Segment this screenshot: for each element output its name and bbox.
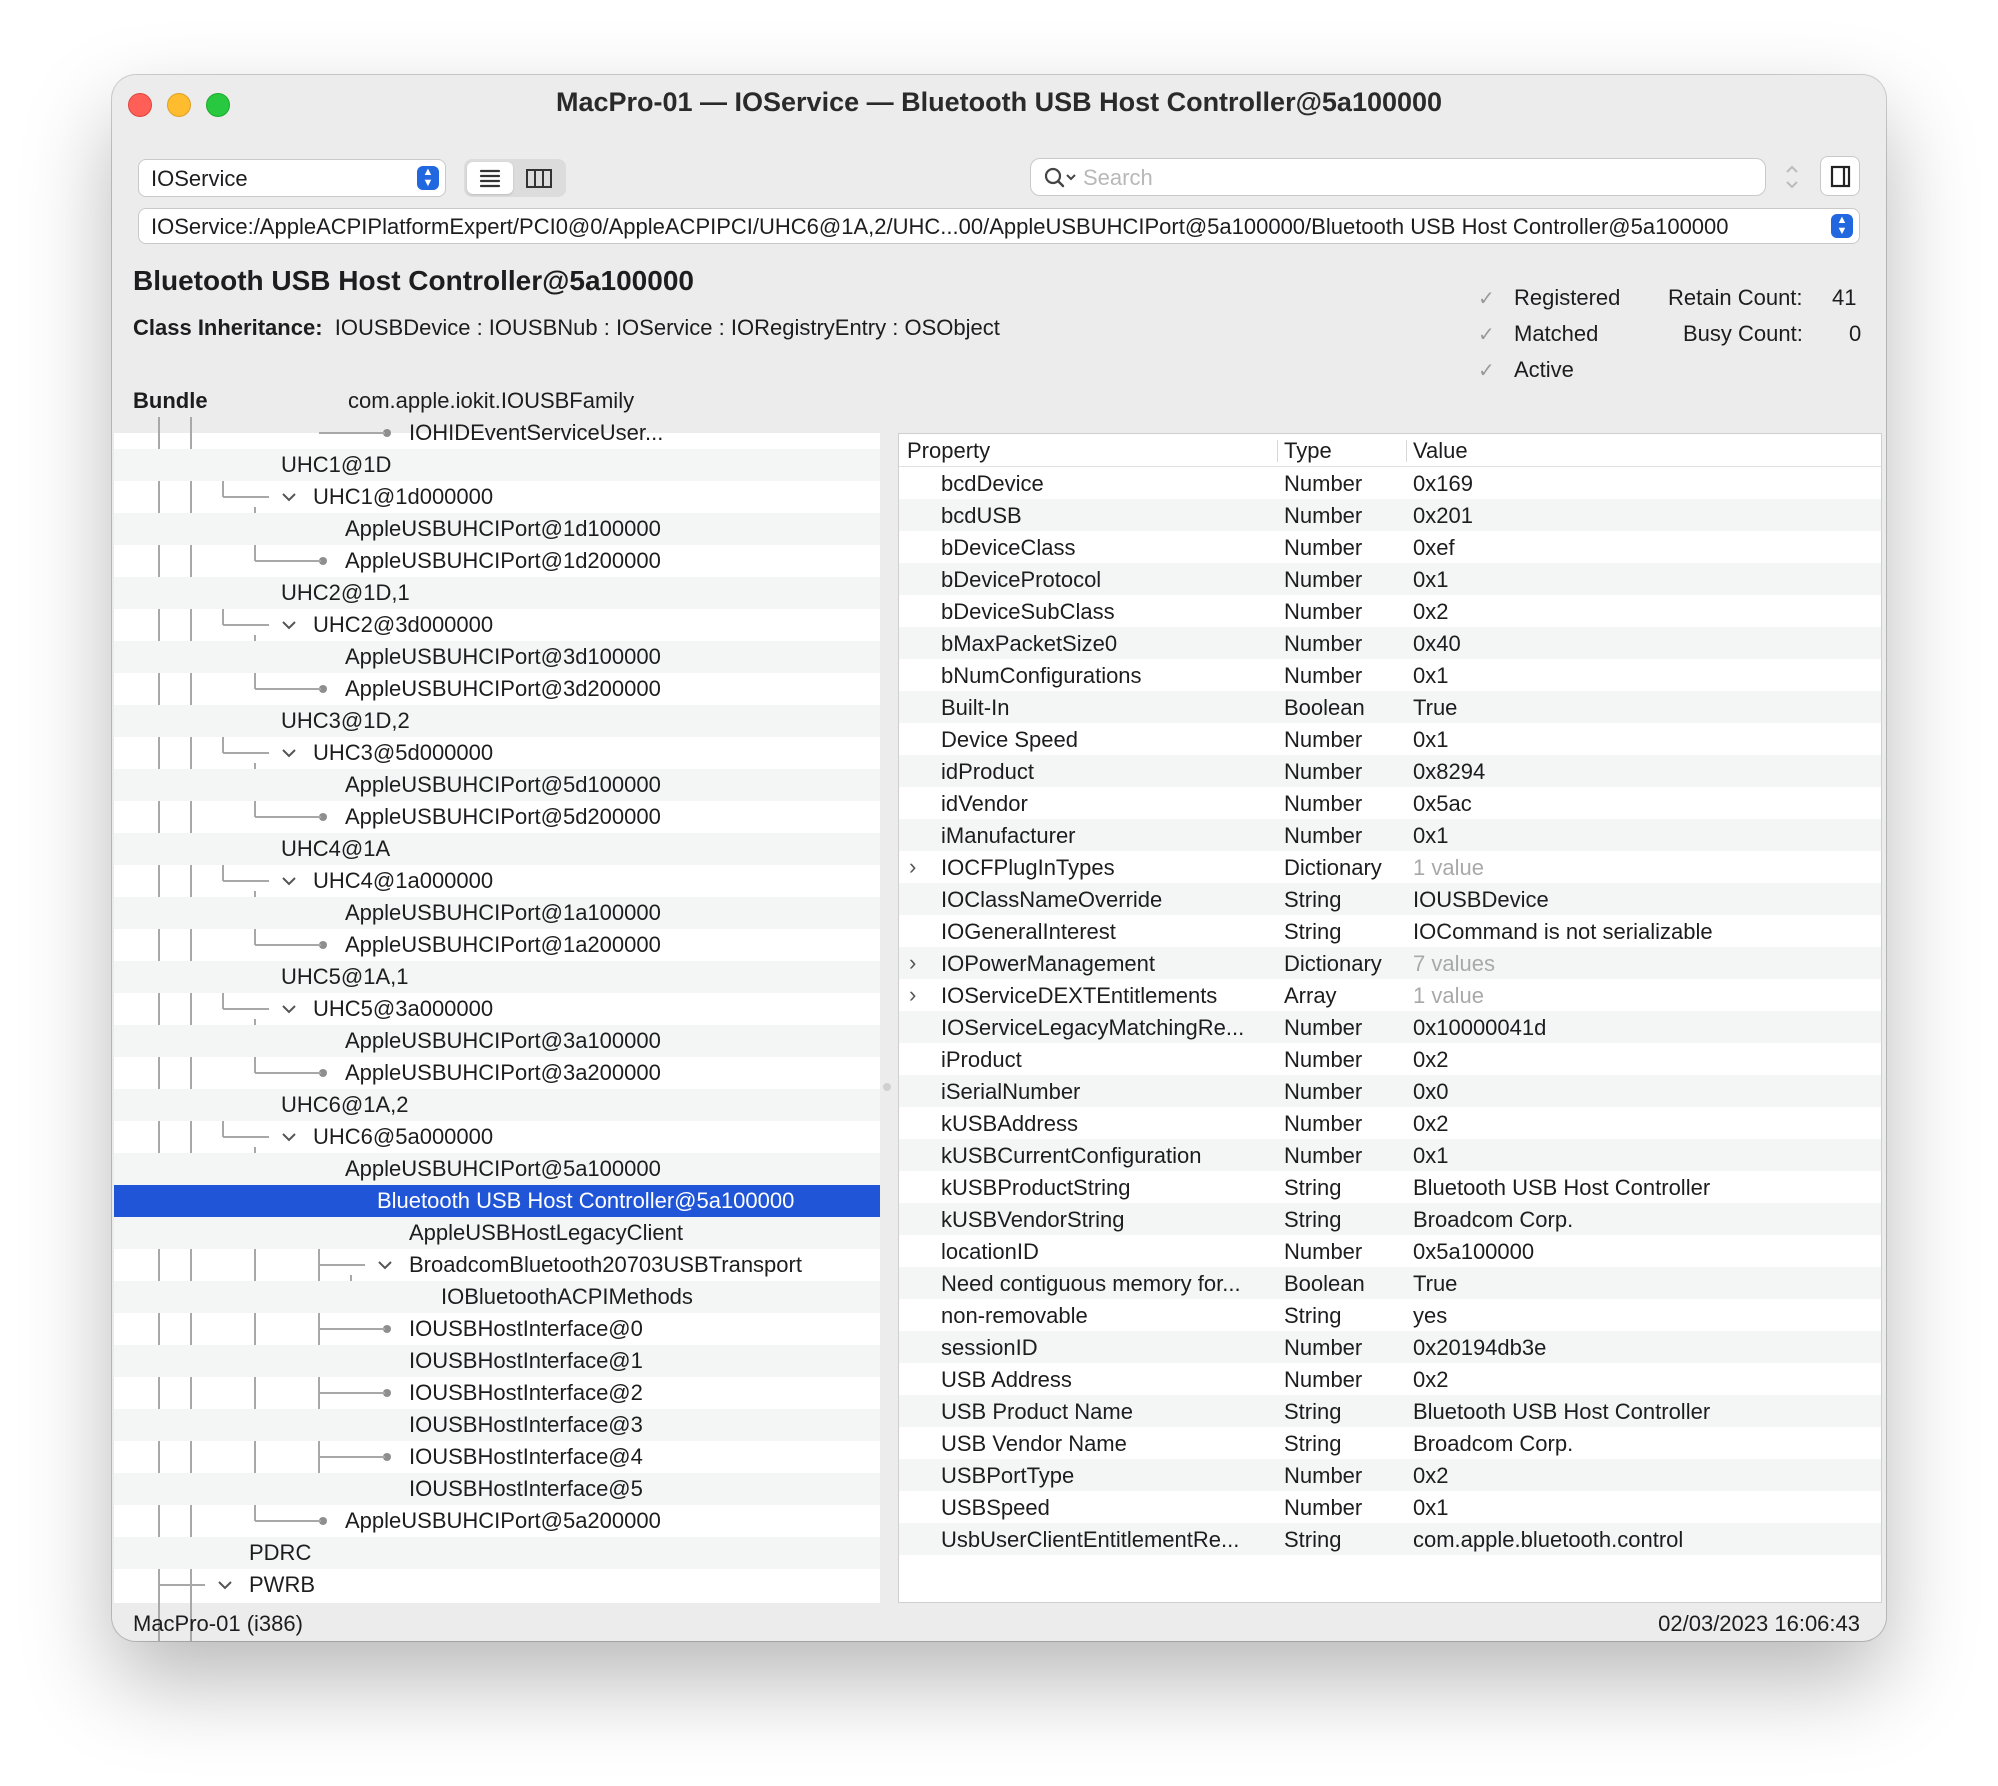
property-name: IOPowerManagement [941,951,1155,976]
property-name: kUSBCurrentConfiguration [941,1143,1202,1168]
property-name: IOGeneralInterest [941,919,1116,944]
search-icon [1043,166,1077,190]
property-type: String [1284,887,1342,912]
tree-row-label: IOUSBHostInterface@1 [409,1348,643,1373]
property-type: Boolean [1284,695,1365,720]
property-row[interactable] [899,563,1881,595]
tree-row-label: UHC1@1d000000 [313,484,494,509]
property-value: 1 value [1413,983,1484,1008]
property-value: 0x5a100000 [1413,1239,1535,1264]
list-view-button[interactable] [467,162,513,194]
tree-row[interactable] [114,961,880,993]
property-row[interactable] [899,979,1881,1011]
tree-row-label: AppleUSBUHCIPort@1a100000 [345,900,661,925]
property-row[interactable] [899,787,1881,819]
property-name: bcdUSB [941,503,1022,528]
chevron-right-icon[interactable]: › [909,950,917,975]
property-name: iManufacturer [941,823,1076,848]
tree-row-label: AppleUSBUHCIPort@5a200000 [345,1508,661,1533]
property-value: Bluetooth USB Host Controller [1413,1175,1711,1200]
property-value: 0x1 [1413,1143,1449,1168]
property-name: bNumConfigurations [941,663,1142,688]
tree-row-label: AppleUSBUHCIPort@3a200000 [345,1060,661,1085]
property-name: kUSBVendorString [941,1207,1125,1232]
property-type: Number [1284,1143,1363,1168]
tree-row-label: UHC5@1A,1 [281,964,409,989]
property-type: Boolean [1284,1271,1365,1296]
plane-select-value: IOService [151,166,248,191]
property-type: Dictionary [1284,951,1382,976]
property-type: Number [1284,1495,1363,1520]
property-name: USBSpeed [941,1495,1050,1520]
registry-path-text: IOService:/AppleACPIPlatformExpert/PCI0@0/AppleACPIPCI/UHC6@1A,2/UHC...00/AppleUSBUHCIPort@5a100000/Bluetooth USB Host Controller@5a100000 [151,214,1729,239]
property-row[interactable] [899,1171,1881,1203]
property-type: Number [1284,759,1363,784]
property-row[interactable] [899,1491,1881,1523]
property-type: Number [1284,1335,1363,1360]
property-value: True [1413,1271,1458,1296]
tree-row-label: UHC5@3a000000 [313,996,494,1021]
checkmark-icon: ✓ [1478,360,1495,382]
property-row[interactable] [899,1139,1881,1171]
property-value: True [1413,695,1458,720]
property-value: 0x1 [1413,1495,1449,1520]
property-type: String [1284,1431,1342,1456]
property-row[interactable] [899,1075,1881,1107]
property-row[interactable] [899,755,1881,787]
column-view-icon [516,162,562,194]
property-row[interactable] [899,1459,1881,1491]
tree-row[interactable] [114,737,880,769]
property-name: bcdDevice [941,471,1044,496]
property-row[interactable] [899,1427,1881,1459]
path-menu-arrows-icon[interactable]: ▲ ▼ [1831,214,1853,238]
tree-row[interactable] [114,1377,880,1409]
tree-row[interactable] [114,1217,880,1249]
property-value: 7 values [1413,951,1495,976]
property-type: String [1284,919,1342,944]
tree-row-label: UHC2@3d000000 [313,612,494,637]
property-row[interactable] [899,691,1881,723]
tree-row-label: UHC6@1A,2 [281,1092,409,1117]
property-row[interactable] [899,595,1881,627]
chevron-right-icon[interactable]: › [909,854,917,879]
property-table-header [899,434,1881,467]
property-name: iSerialNumber [941,1079,1081,1104]
property-row[interactable] [899,1011,1881,1043]
search-field[interactable] [1030,158,1766,196]
object-name: Bluetooth USB Host Controller@5a100000 [133,265,694,296]
property-name: USBPortType [941,1463,1075,1488]
property-row[interactable] [899,883,1881,915]
property-value: 0x20194db3e [1413,1335,1547,1360]
property-name: IOServiceDEXTEntitlements [941,983,1218,1008]
view-mode-segmented-control [464,159,566,197]
tree-row[interactable] [114,641,880,673]
property-type: Number [1284,631,1363,656]
checkmark-icon: ✓ [1478,324,1495,346]
tree-row-label: AppleUSBUHCIPort@5d100000 [345,772,661,797]
property-type: Number [1284,1111,1363,1136]
property-row[interactable] [899,1107,1881,1139]
tree-row-label: UHC2@1D,1 [281,580,410,605]
tree-row-label: IOBluetoothACPIMethods [441,1284,693,1309]
property-value: 0x2 [1413,599,1449,624]
property-type: Number [1284,823,1363,848]
property-row[interactable] [899,659,1881,691]
property-name: bDeviceClass [941,535,1076,560]
retain-count-value: 41 [1832,285,1857,310]
machine-info: MacPro-01 (i386) [133,1611,303,1636]
class-inheritance [133,315,1000,341]
property-name: Built-In [941,695,1010,720]
tree-row-label: IOUSBHostInterface@4 [409,1444,643,1469]
property-value: 0x1 [1413,727,1449,752]
property-name: bMaxPacketSize0 [941,631,1118,656]
property-type: String [1284,1527,1342,1552]
property-type: Number [1284,1015,1363,1040]
property-name: IOServiceLegacyMatchingRe... [941,1015,1245,1040]
tree-row[interactable] [114,1313,880,1345]
property-type: Number [1284,503,1363,528]
property-type: Number [1284,599,1363,624]
property-value: Broadcom Corp. [1413,1431,1574,1456]
property-value: 0x2 [1413,1367,1449,1392]
tree-row-selected[interactable] [114,1185,880,1217]
app-window [112,75,1886,1641]
property-value: Broadcom Corp. [1413,1207,1574,1232]
tree-row[interactable] [114,833,880,865]
property-row[interactable] [899,1203,1881,1235]
property-name: iProduct [941,1047,1022,1072]
property-type: Number [1284,1239,1363,1264]
property-name: Device Speed [941,727,1078,752]
property-row[interactable] [899,1363,1881,1395]
tree-row[interactable] [114,577,880,609]
split-view-divider[interactable] [880,433,894,1603]
property-value: 0x201 [1413,503,1473,528]
status-bar [112,1603,1886,1641]
property-type: Number [1284,791,1363,816]
tree-row-label: IOUSBHostInterface@3 [409,1412,643,1437]
tree-row-label: AppleUSBUHCIPort@3a100000 [345,1028,661,1053]
registry-path-field[interactable] [138,208,1860,244]
tree-row-label: AppleUSBUHCIPort@5a100000 [345,1156,661,1181]
property-row[interactable] [899,1395,1881,1427]
busy-count-value: 0 [1849,321,1862,346]
registered-checkbox [1478,285,1620,311]
tree-row[interactable] [114,449,880,481]
property-value: 0x0 [1413,1079,1449,1104]
tree-row-label: AppleUSBUHCIPort@3d200000 [345,676,661,701]
property-value: 0x169 [1413,471,1473,496]
tree-row[interactable] [114,705,880,737]
property-value: 0x10000041d [1413,1015,1547,1040]
tree-row[interactable] [114,1345,880,1377]
search-placeholder: Search [1083,165,1153,190]
property-type: Dictionary [1284,855,1382,880]
property-type: String [1284,1303,1342,1328]
property-name: USB Address [941,1367,1072,1392]
plane-select[interactable] [138,159,446,197]
property-name: USB Vendor Name [941,1431,1127,1456]
tree-row[interactable] [114,609,880,641]
tree-row[interactable] [114,1569,880,1601]
property-row[interactable] [899,819,1881,851]
property-type: Number [1284,535,1363,560]
property-name: IOClassNameOverride [941,887,1163,912]
property-row[interactable] [899,531,1881,563]
property-name: Need contiguous memory for... [941,1271,1241,1296]
divider-handle[interactable] [883,1083,891,1091]
tree-row[interactable] [114,1121,880,1153]
property-type: String [1284,1207,1342,1232]
tree-row-label: PDRC [249,1540,312,1565]
tree-row[interactable] [114,897,880,929]
property-type: Number [1284,1047,1363,1072]
bundle-label: Bundle [133,388,208,413]
busy-count-label: Busy Count: [1683,321,1803,346]
inspector-panel-icon [1821,157,1861,197]
property-value: com.apple.bluetooth.control [1413,1527,1684,1552]
chevron-right-icon[interactable]: › [909,982,917,1007]
property-value: Bluetooth USB Host Controller [1413,1399,1711,1424]
tree-row[interactable] [114,1057,880,1089]
property-row[interactable] [899,1267,1881,1299]
property-type: String [1284,1399,1342,1424]
property-name: idProduct [941,759,1034,784]
tree-row[interactable] [114,417,880,449]
inspector-toggle-button[interactable] [1820,156,1860,196]
tree-row[interactable] [114,865,880,897]
tree-row-label: AppleUSBHostLegacyClient [409,1220,683,1245]
property-value: 0x2 [1413,1047,1449,1072]
property-value: 0x8294 [1413,759,1486,784]
property-name: IOCFPlugInTypes [941,855,1115,880]
property-name: UsbUserClientEntitlementRe... [941,1527,1240,1552]
property-value: 0x1 [1413,823,1449,848]
tree-row-label: IOUSBHostInterface@0 [409,1316,643,1341]
property-row[interactable] [899,499,1881,531]
property-type: String [1284,1175,1342,1200]
tree-row-label: IOUSBHostInterface@2 [409,1380,643,1405]
property-row[interactable] [899,1299,1881,1331]
tree-row[interactable] [114,1153,880,1185]
column-header-value[interactable]: Value [1413,438,1468,463]
property-value: 0x5ac [1413,791,1472,816]
tree-row-label: UHC4@1a000000 [313,868,494,893]
matched-checkbox [1478,321,1598,347]
tree-row[interactable] [114,929,880,961]
tree-row[interactable] [114,673,880,705]
tree-row-label: AppleUSBUHCIPort@1d200000 [345,548,661,573]
tree-row-label: UHC3@5d000000 [313,740,494,765]
property-row[interactable] [899,915,1881,947]
tree-row[interactable] [114,1537,880,1569]
property-row[interactable] [899,1235,1881,1267]
property-value: yes [1413,1303,1448,1328]
tree-row[interactable] [114,1441,880,1473]
property-type: Array [1284,983,1337,1008]
tree-row[interactable] [114,993,880,1025]
tree-row[interactable] [114,481,880,513]
tree-row-label: AppleUSBUHCIPort@1a200000 [345,932,661,957]
select-arrows-icon: ▲ ▼ [417,166,439,190]
property-name: bDeviceSubClass [941,599,1115,624]
property-type: Number [1284,1079,1363,1104]
tree-row[interactable] [114,769,880,801]
tree-row-label: UHC6@5a000000 [313,1124,494,1149]
property-type: Number [1284,1367,1363,1392]
property-value: IOUSBDevice [1413,887,1549,912]
stepper-arrows-icon [1780,158,1804,196]
list-view-icon [467,162,513,194]
property-name: idVendor [941,791,1028,816]
class-inheritance-label: Class Inheritance: [133,315,323,340]
tree-row-label: IOHIDEventServiceUser... [409,420,664,445]
column-header-type[interactable]: Type [1284,438,1332,463]
tree-row-label: UHC1@1D [281,452,392,477]
tree-row[interactable] [114,801,880,833]
window-title: MacPro-01 — IOService — Bluetooth USB Host Controller@5a100000 [555,87,1443,117]
tree-row-label: AppleUSBUHCIPort@3d100000 [345,644,661,669]
property-value: 0xef [1413,535,1455,560]
active-checkbox [1478,357,1574,383]
property-type: Number [1284,471,1363,496]
matched-label: Matched [1514,321,1599,346]
property-name: locationID [941,1239,1039,1264]
registered-label: Registered [1514,285,1621,310]
column-view-button[interactable] [516,162,562,194]
tree-row[interactable] [114,1025,880,1057]
property-value: 1 value [1413,855,1484,880]
tree-row[interactable] [114,545,880,577]
tree-row-label: BroadcomBluetooth20703USBTransport [409,1252,802,1277]
property-row[interactable] [899,1523,1881,1555]
property-type: Number [1284,567,1363,592]
column-separator[interactable] [1406,440,1407,462]
property-row[interactable] [899,1331,1881,1363]
property-name: USB Product Name [941,1399,1133,1424]
property-value: 0x1 [1413,663,1449,688]
property-value: 0x1 [1413,567,1449,592]
tree-row-label: Bluetooth USB Host Controller@5a100000 [377,1188,795,1213]
active-label: Active [1514,357,1574,382]
tree-row[interactable] [114,1089,880,1121]
tree-row-label: UHC4@1A [281,836,391,861]
property-row[interactable] [899,467,1881,499]
column-header-property[interactable]: Property [907,438,991,463]
property-value: 0x40 [1413,631,1461,656]
property-type: Number [1284,1463,1363,1488]
retain-count-label: Retain Count: [1668,285,1803,310]
tree-row[interactable] [114,1409,880,1441]
property-row[interactable] [899,851,1881,883]
property-name: kUSBAddress [941,1111,1078,1136]
registry-tree[interactable] [114,420,880,1603]
checkmark-icon: ✓ [1478,288,1495,310]
property-type: Number [1284,663,1363,688]
property-name: sessionID [941,1335,1038,1360]
title-bar [112,75,1886,133]
tree-row[interactable] [114,1473,880,1505]
property-row[interactable] [899,1043,1881,1075]
tree-row[interactable] [114,1249,880,1281]
property-name: bDeviceProtocol [941,567,1102,592]
bundle-value: com.apple.iokit.IOUSBFamily [348,388,635,413]
property-row[interactable] [899,627,1881,659]
property-table[interactable] [898,433,1882,1603]
property-name: kUSBProductString [941,1175,1131,1200]
class-inheritance-value: IOUSBDevice : IOUSBNub : IOService : IORegistryEntry : OSObject [334,315,1000,340]
tree-row[interactable] [114,1505,880,1537]
property-row[interactable] [899,947,1881,979]
snapshot-timestamp: 02/03/2023 16:06:43 [1658,1611,1860,1636]
property-name: non-removable [941,1303,1088,1328]
property-value: IOCommand is not serializable [1413,919,1713,944]
property-value: 0x2 [1413,1463,1449,1488]
tree-row[interactable] [114,513,880,545]
property-type: Number [1284,727,1363,752]
search-stepper[interactable] [1780,158,1804,196]
tree-row-label: AppleUSBUHCIPort@1d100000 [345,516,661,541]
tree-row-label: AppleUSBUHCIPort@5d200000 [345,804,661,829]
property-value: 0x2 [1413,1111,1449,1136]
column-separator[interactable] [1277,440,1278,462]
tree-row[interactable] [114,1281,880,1313]
tree-row-label: PWRB [249,1572,315,1597]
tree-row-label: UHC3@1D,2 [281,708,410,733]
property-row[interactable] [899,723,1881,755]
tree-row-label: IOUSBHostInterface@5 [409,1476,643,1501]
